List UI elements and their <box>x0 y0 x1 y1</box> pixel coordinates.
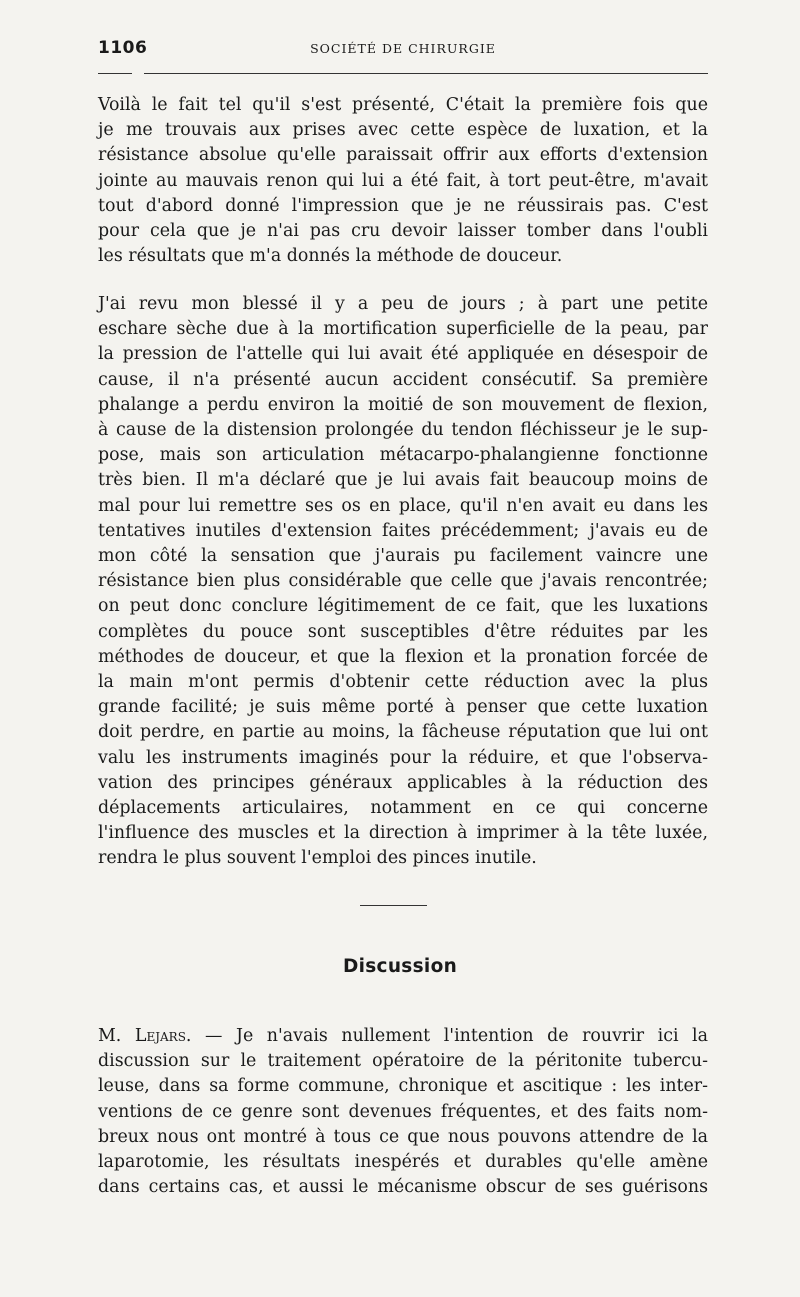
text-line: grande facilité; je suis même porté à penser que cette luxation <box>98 697 708 718</box>
text-line: dans certains cas, et aussi le mécanisme obscur de ses guérisons <box>98 1177 708 1198</box>
text-line: la pression de l'attelle qui lui avait été appliquée en désespoir de <box>98 344 708 365</box>
header-rule-long <box>144 73 708 74</box>
text-line: phalange a perdu environ la moitié de son mouvement de flexion, <box>98 394 708 415</box>
text-line: la main m'ont permis d'obtenir cette réduction avec la plus <box>98 672 708 693</box>
paragraph-1 <box>98 93 708 269</box>
text-line: eschare sèche due à la mortification superficielle de la peau, par <box>98 319 708 340</box>
text-line: doit perdre, en partie au moins, la fâcheuse réputation que lui ont <box>98 722 708 743</box>
text-line: mon côté la sensation que j'aurais pu facilement vaincre une <box>98 546 708 567</box>
text-line: ventions de ce genre sont devenues fréquentes, et des faits nom- <box>98 1101 708 1122</box>
text-line: mal pour lui remettre ses os en place, qu'il n'en avait eu dans les <box>98 495 708 516</box>
text-line: on peut donc conclure légitimement de ce fait, que les luxations <box>98 596 708 617</box>
text-line: vation des principes généraux applicables à la réduction des <box>98 772 708 793</box>
text-line: résistance bien plus considérable que celle que j'avais rencontrée; <box>98 571 708 592</box>
section-heading: Discussion <box>342 956 458 977</box>
paragraph-2 <box>98 292 708 872</box>
text-line: J'ai revu mon blessé il y a peu de jours ; à part une petite <box>98 294 708 314</box>
page-number: 1106 <box>98 38 148 58</box>
text-line: complètes du pouce sont susceptibles d'être réduites par les <box>98 621 708 642</box>
speaker-name: M. Lejars. <box>98 1026 192 1046</box>
speaker-text: — Je n'avais nullement l'intention de rouvrir ici la <box>191 1026 708 1046</box>
page-header <box>98 38 708 62</box>
text-line: breux nous ont montré à tous ce que nous pouvons attendre de la <box>98 1126 708 1147</box>
running-title: SOCIÉTÉ DE CHIRURGIE <box>310 41 496 56</box>
text-line: tout d'abord donné l'impression que je ne réussirais pas. C'est <box>98 195 708 216</box>
text-line: valu les instruments imaginés pour la réduire, et que l'observa- <box>98 747 708 768</box>
text-line: Voilà le fait tel qu'il s'est présenté, C'était la première fois que <box>98 95 708 115</box>
text-line: pour cela que je n'ai pas cru devoir laisser tomber dans l'oubli <box>98 221 708 242</box>
text-line: méthodes de douceur, et que la flexion et la pronation forcée de <box>98 646 708 667</box>
text-line: leuse, dans sa forme commune, chronique et ascitique : les inter- <box>98 1076 708 1097</box>
text-line: laparotomie, les résultats inespérés et durables qu'elle amène <box>98 1152 708 1173</box>
text-line: pose, mais son articulation métacarpo-phalangienne fonctionne <box>98 445 708 466</box>
text-line: cause, il n'a présenté aucun accident consécutif. Sa première <box>98 369 708 390</box>
text-line: les résultats que m'a donnés la méthode de douceur. <box>98 246 563 267</box>
text-line: à cause de la distension prolongée du tendon fléchisseur je le sup- <box>98 420 708 441</box>
header-rule-short <box>98 73 132 74</box>
section-divider <box>360 905 427 906</box>
text-line: résistance absolue qu'elle paraissait offrir aux efforts d'extension <box>98 145 708 166</box>
text-line: rendra le plus souvent l'emploi des pinces inutile. <box>98 848 537 869</box>
text-line: déplacements articulaires, notamment en ce qui concerne <box>98 798 708 819</box>
text-line: jointe au mauvais renon qui lui a été fait, à tort peut-être, m'avait <box>98 170 708 191</box>
text-line <box>98 1024 708 1049</box>
text-line: je me trouvais aux prises avec cette espèce de luxation, et la <box>98 120 708 141</box>
paragraph-3 <box>98 1024 708 1200</box>
text-line: discussion sur le traitement opératoire de la péritonite tubercu- <box>98 1051 708 1072</box>
text-line: l'influence des muscles et la direction à imprimer à la tête luxée, <box>98 823 708 844</box>
text-line: tentatives inutiles d'extension faites précédemment; j'avais eu de <box>98 520 708 541</box>
text-line: très bien. Il m'a déclaré que je lui avais fait beaucoup moins de <box>98 470 708 491</box>
